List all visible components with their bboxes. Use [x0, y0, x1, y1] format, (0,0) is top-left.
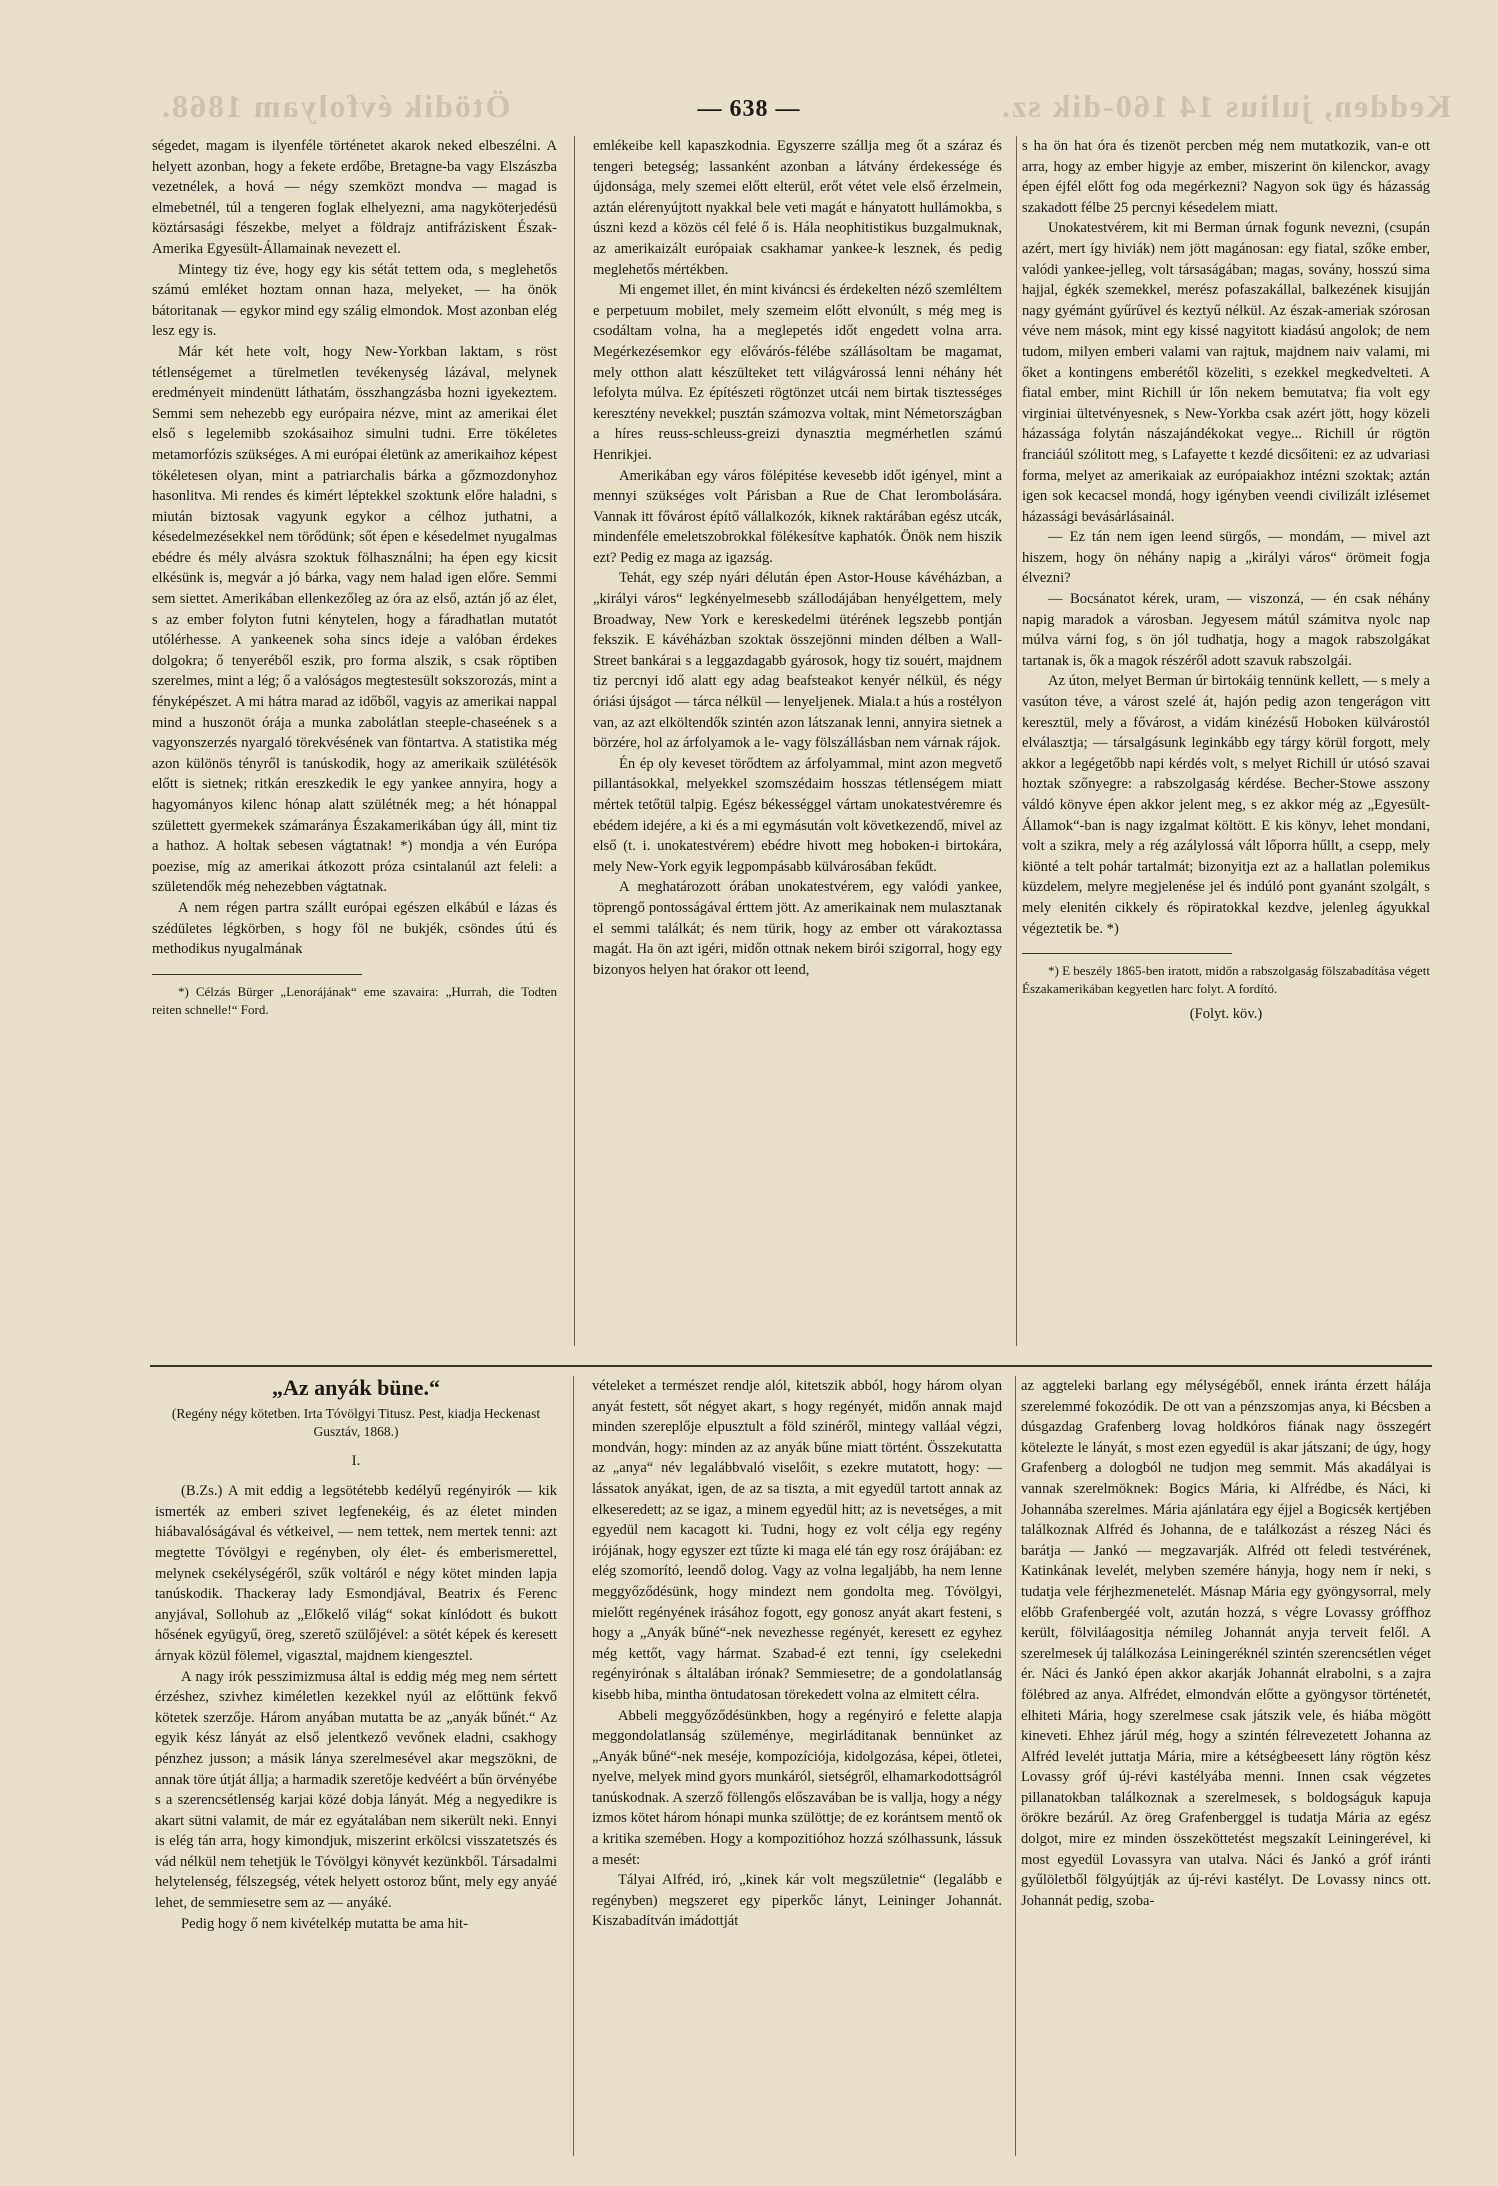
paragraph: A nem régen partra szállt európai egészen elkábúl e lázas és szédületes légkörben, s hogy föl ne bukjék, csöndes útú és methodikus nyugalmának: [152, 899, 557, 958]
paragraph: A meghatározott órában unokatestvérem, egy valódi yankee, töprengő pontosságával érttem jött. Az amerikainak nem mulasztanak el semmi találkát; és nem türik, hogy az ember ott várakoztassa magát. Ha ön azt igéri, midőn ottnak nekem birói szigorral, hogy egy bizonyos helyen hat órakor ott leend,: [593, 879, 1002, 978]
paragraph: Én ép oly keveset törődtem az árfolyammal, mint azon megvető pillantásokkal, melyekkel szomszédaim hosszas tétlenségem miatt mértek tetőtül talpig. Egész békességgel vártam unokatestvéremre és ebédem idejére, a ki és a mi egymásután volt következendő, mivel az első (t. i. unokatestvérem) ebédre hivott meg hoboken-i birtokára, mely New-York egyik legpompásabb külvárosában fekűdt.: [593, 755, 1002, 875]
paragraph: Amerikában egy város fölépitése kevesebb időt igényel, mint a mennyi szükséges volt Párisban a Rue de Chat lerombolására. Vannak itt fővárost építő vállalkozók, kiknek raktárában egész utcák, mindenféle emeletszobrokkal fölékesítve kaphatók. Önök nem hiszik ezt? Pedig ez maga az igazság.: [593, 467, 1002, 566]
column-divider: [1016, 136, 1017, 1346]
paragraph: Mi engemet illet, én mint kiváncsi és érdekelten néző szemléltem e perpetuum mobilet, mely szemeim előtt elvonúlt, s még meg is csodáltam volna, ha a meglepetés időt engedett volna arra. Megérkezésemkor egy elővárós-félébe szállásoltam be magamat, mely otthon alatt készülteket tett világvárossá lenni néhány hét lefolyta múlva. Ez építészeti rögtönzet utcái nem birtak tisztességes keresztény nevekkel; pusztán számozva voltak, mint Németországban a híres reuss-schleuss-greizi dynasztia megmérhetlen számú Henrikjei.: [593, 282, 1002, 463]
paragraph: Tályai Alfréd, iró, „kinek kár volt megszületnie“ (legalább e regényben) megszeret egy piperkőc lányt, Leininger Johannát. Kiszabadítván imádottját: [592, 1872, 1002, 1930]
paragraph: vételeket a természet rendje alól, kitetszik abból, hogy három olyan anyát festett, sőt négyet akart, s hogy regényét, midőn annak majd minden szereplője elpusztult a föld szinéről, mintegy valláal végzi, mondván, hogy: minden az az anyák bűne miatt történt. Összekutatta az „anya“ név legalábbvaló viselőit, s ezekre mutatott, hogy: — lássatok anyákat, igen, de az sa tiszta, a mit egyedül tartott annak az elkeseredett; az se igaz, a minem egyedül hitt; az is nevetséges, a mit egyedül nem kacagott ki. Tudni, hogy ez volt célja egy regény irójának, hogy egyszer ezt tűzte ki maga elé tán egy rosz órájában: ez elég szomorító, leendő dolog. Vagy az volna legaljább, ha nem lenne meggyőződésünk, hogy mindezt nem gondolta meg. Tóvölgyi, mielőtt regényének irásához fogott, egy gonosz anyát akart festeni, s hogy a „Anyák bűné“-nek nevezhesse regényét, keresett ez egyhez még kettőt, vagy hármat. Szabad-é ezt tenni, így cselekedni regényirónak s általában irónak? Semmiesetre; de a gondolatlanság kisebb hiba, mintha öntudatosan törekedett volna az elmitett célra.: [592, 1378, 1002, 1703]
paragraph: — Bocsánatot kérek, uram, — viszonzá, — én csak néhány napig maradok a városban. Jegyesem mátúl számitva nyolc nap múlva várni fog, s ön jól tudhatja, hogy a magok rabszolgákat tartanak is, ők a magok részéről adott szavuk rabszolgái.: [1022, 591, 1430, 669]
bleed-through-left: Ötödik évfolyam 1868.: [160, 88, 511, 124]
paragraph: A nagy irók pesszimizmusa által is eddig még meg nem sértett érzéshez, szivhez kiméletlen kezekkel nyúl az előttünk fekvő kötetek szerzője. Három anyában mutatta be az „anyák bűnét.“ Az egyik kész lányát az első jelentkező vevőnek eladni, csakhogy pénzhez jusson; a másik lánya szerelmesével akar megszökni, de annak töre útját állja; a harmadik szeretője kedvéért a bűn örvényébe s a szerencsétlenség karjai közé dobja lányát. Még a negyedikre is akart sütni valamit, de már ez egyátalában nem sikerült neki. Ennyi is elég tán arra, hogy kimondjuk, miszerint erkölcsi visszatetszés és vád nélkül nem tehetjük le Tóvölgyi könyvét kezünkből. Társadalmi helytelenség, félszegség, vétek helyett ostoroz bűnt, mely egy anyáé lehet, de semmiesetre sem az — anyáké.: [155, 1668, 557, 1912]
column-divider: [573, 1376, 574, 2156]
bleed-through-right: Kedden, julius 14 160-dik sz.: [1000, 88, 1451, 124]
paragraph: Abbeli meggyőződésünkben, hogy a regényiró e felette alapja meggondolatlanság szüleménye, megirláditanak bennünket az „Anyák bűné“-nek meséje, kompozíciója, kidolgozása, képei, ötletei, nyelve, melyek mind gyors munkáról, sietségről, elhamarkodottságról tanúskodnak. A szerző föllengős előszavában be is vallja, hogy a négy izmos kötet három hónapi munka szülöttje; de ez korántsem mentő ok a kritika szemében. Hogy a kompozitióhoz hozzá szólhassunk, lássuk a mesét:: [592, 1707, 1002, 1868]
bottom-article-column-2: [592, 1376, 1002, 2166]
paragraph: Tehát, egy szép nyári délután épen Astor-House kávéházban, a „királyi város“ legkényelmesebb szállodájában henyélgettem, mely Broadway, New York e kereskedelmi ütérének legszebb pontján fekszik. E kávéházban szoktak összejönni minden délben a Wall-Street bankárai s a leggazdagabb gyárosok, hogy tiz souért, majdnem tiz percnyi idő alatt egy adag beafsteakot kenyér nélkül, és négy óriási újságot — tárca nélkül — lenyeljenek. Miala.t a hús a rostélyon van, az azt elköltendők szintén azon látszanak lenni, annyira sietnek a börzére, hol az árfolyamok a le- vagy fölszállásban nem várnak rájok.: [593, 570, 1002, 752]
footnote: *) E beszély 1865-ben iratott, midőn a rabszolgaság fölszabadítása végett Északamerikában kegyetlen harc folyt. A fordító.: [1022, 963, 1430, 997]
section-divider: [150, 1365, 1432, 1367]
bottom-article-column-1: [155, 1376, 557, 2166]
review-subtitle: (Regény négy kötetben. Irta Tóvölgyi Titusz. Pest, kiadja Heckenast Gusztáv, 1868.): [171, 1405, 541, 1439]
footnote-divider: [152, 974, 362, 975]
chapter-number: I.: [351, 1452, 361, 1469]
top-article-column-2: [593, 136, 1002, 1356]
footnote: *) Célzás Bürger „Lenorájának“ eme szavaira: „Hurrah, die Todten reiten schnelle!“ Ford.: [152, 983, 557, 1017]
review-title: „Az anyák büne.“: [271, 1376, 441, 1400]
column-divider: [1015, 1376, 1016, 2156]
paragraph: emlékeibe kell kapaszkodnia. Egyszerre szállja meg őt a száraz és tengeri betegség; lassanként azonban a látvány érdekessége és újdonsága, mely szemei előtt elterül, erőt vétet vele első érzelmein, aztán elérenyújtott nyakkal bele veti magát e hányatott hullámokba, s úszni kezd a közös cél felé ő is. Hála neophitistikus buzgalmuknak, az amerikaizált európaiak csakhamar yankee-k lesznek, és pedig meglehetős mértékben.: [593, 138, 1002, 278]
paragraph: Az úton, melyet Berman úr birtokáig tennünk kellett, — s mely a vasúton téve, a várost szelé át, hajón pedig azon tengerágon vitt keresztül, mely a fővárost, a vidám kinézésű Hoboken külvárostól elválasztja; — társalgásunk leginkább egy tárgy körül forgott, mely akkor a legégetőbb napi kérdés volt, s melyet Richill úr utósó szavai hoztak szőnyegre: a rabszolgaság kérdése. Becher-Stowe asszony váldó könyve épen akkor jelent meg, s ez akkor még az „Egyesült-Államok“-ban is nagy izgalmat költött. E kis könyv, lehet mondani, volt a szikra, mely a rég azálylossá vált lőporra hűllt, a csepp, mely kiönté a telt pohár tartalmát; bizonyitja ezt az a hallatlan polemikus küzdelem, melyre megjelenése jel és indúló pont gyanánt szolgált, s mely elenitén cikkely és röpiratokkal kezdve, jelenleg ágyukkal végeztetik be. *): [1022, 673, 1430, 937]
paragraph: — Ez tán nem igen leend sürgős, — mondám, — mivel azt hiszem, hogy ön néhány napig a „királyi város“ örömeit fogja élvezni?: [1022, 529, 1430, 587]
paragraph: Pedig hogy ő nem kivételkép mutatta be ama hit-: [181, 1915, 468, 1932]
continued-note: (Folyt. köv.): [1189, 1006, 1263, 1023]
top-article-column-3: [1022, 136, 1430, 1356]
paragraph: s ha ön hat óra és tizenöt percben még nem mutatkozik, van-e ott arra, hogy az ember higyje az ember, miszerint ön kilenckor, avagy épen éjfél előtt fog oda megérkezni? Nagyon sok ügy és házasság szakadott félbe 25 percnyi késedelem miatt.: [1022, 138, 1430, 216]
paragraph: ségedet, magam is ilyenféle történetet akarok neked elbeszélni. A helyett azonban, hogy a fekete erdőbe, Bretagne-ba vagy Elszászba vezetnélek, a hová — négy szemközt mondva — magad is elmebetnél, túl a tengeren foglak elhelyezni, ama nagyköterjedésü köztársasági fészekbe, melyet a földrajz antifráziskent Észak-Amerika Egyesült-Államainak nevezett el.: [152, 138, 557, 257]
bottom-article-column-3: [1021, 1376, 1431, 2166]
paragraph: Már két hete volt, hogy New-Yorkban laktam, s röst tétlenségemet a türelmetlen tevékenység lázával, melynek eredményeit mindenütt láthatám, összhangzásba hozni igyekeztem. Semmi sem nehezebb egy európaira nézve, mint az amerikai élet első s legelemibb szokásaihoz simulni tudni. Erre tökéletes metamorfózis szükséges. A mi európai életünk az amerikaihoz képest tökéletesen olyan, mint a patriarchalis bárka a gőzmozdonyhoz hasonlitva. Mi rendes és kimért léptekkel szoktunk előre haladni, s miután biztosak vagyunk egykor a célhoz juthatni, a késedelmezésekkel nem törődünk; sőt épen e késedelmet nyugalmas ebédre és mély alvásra szoktuk fölhasználni; ha épen egy kicsit elkésünk is, megvár a jó bárka, vagy nem halad igen előre. Semmi sem siettet. Amerikában ellenkezőleg az óra az első, aztán jő az élet, s az ember folyton futni kénytelen, hogy a fáradhatlan mutatót utólérhesse. A yankeenek soha sincs ideje a valóban érdekes dolgokra; ő tenyeréből eszik, pro forma alszik, s csak röptiben szerelmes, mint a lég; ő a valóságos megtestesült sokszorozás, mint a fényképészet. A mi hátra marad az időből, vagyis az amerikai nappal mind a huszonöt órája a munka zabolátlan steeple-chaseének s a vagyonszerzés nyargaló törekvésének van föntartva. A statistika még azon különös tényről is tanúskodik, hogy az amerikaik szülétésök előtt is sietnek; ritkán ereszkedik le egy yankee annyira, hogy a hagyományos kilenc hónap alatt szülétnék meg; a hét hónappal születtett gyermekek számaránya Északamerikában úgy áll, mint tiz a hathoz. A holtak sebesen vágtatnak! *) mondja a vén Európa poezise, míg az amerikai átkozott próza csintalanúl azt feleli: a születendők még nehezebben vágtatnak.: [152, 343, 557, 896]
paragraph: Unokatestvérem, kit mi Berman úrnak fogunk nevezni, (csupán azért, mert így hiviák) nem jött magánosan: egy fiatal, szőke ember, valódi yankee-jelleg, volt társaságában; magas, sovány, hosszú sima hajjal, égkék szemekkel, merész pofaszakállal, balkezének kisujján nagy gyémánt gyűrűvel és keztyű nélkül. Az észak-ameriak szórosan véve nem mások, mint egy kissé nagyitott kiadású angolok; de nem tudom, milyen emberi valami van rajtuk, majdnem naiv valami, mi őket a kontingens emberétől közeliti, s ezekkel megkedvelteti. A fiatal ember, mint Richill úr lőn nekem bemutatva; fia volt egy virginiai ültetvényesnek, s New-Yorkba csak azért jött, hogy közeli házassága folytán nászajándékokat vegye... Richill úr rögtön franciáúl szólitott meg, s Lafayette t kezdé dicsőiteni: ez az udvariasi forma, melyet az amerikaiak az európaiakhoz intézni szoktak; aztán igen sok kecacsel mondá, hogy igényben veendi civilizált izlésemet házassági bevásárlásainál.: [1022, 220, 1430, 525]
paragraph: (B.Zs.) A mit eddig a legsötétebb kedélyű regényirók — kik ismerték az emberi szivet legfenekéig, és az életet minden hiábavalóságával és vétkeivel, — nem tettek, nem mertek tenni: azt megtette Tóvölgyi e regényben, oly élet- és emberismerettel, melynek csekélységéről, szűk voltáról e négy kötet minden lapja tanúskodik. Thackeray lady Esmondjával, Beatrix és Ferenc anyjával, Sollohub az „Előkelő világ“ sokat kínlódott és bukott hősének együgyű, öreg, szerető szülőjével: a sötét képek és keresett árnyak közül fölemel, vigasztal, majdnem kiengesztel.: [155, 1483, 557, 1664]
paragraph: Mintegy tiz éve, hogy egy kis sétát tettem oda, s meglehetős számú emléket hoztam onnan haza, melyeket, — ha önök bátoritanak — egykor mind egy szálig elmondok. Most azonban elég lesz egy is.: [152, 261, 557, 340]
top-article-column-1: [152, 136, 557, 1356]
column-divider: [574, 136, 575, 1346]
paragraph: az aggteleki barlang egy mélységéből, ennek iránta érzett hálája szerelemmé fokozódik. De ott van a pénzszomjas anya, ki Bécsben a dúsgazdag Grafenberg lovag holdkóros fiának nagy összegért kötelezte le lányát, s most ezen egyedül is akar játszani; de úgy, hogy Grafenberg a dologból ne tudjon meg semmit. Más akadályai is vannak szerelmöknek: Bogics Mária, ki Alfrédbe, és Náci, ki Johannába szerelmes. Mária ajánlatára egy éjjel a Bogicsék kertjében találkoznak Alfréd és Johanna, de e találkozást a részeg Náci és barátja — Jankó — megzavarják. Alfréd ott feledi testvérének, Katinkának levelét, melyben szemére hányja, hogy nem ír neki, s tudatja vele férjhezmenetelét. Másnap Mária egy gyöngysorral, mely előbb Grafenbergéé volt, azután hozzá, s végre Lovassy gróffhoz került, fölviláagositja némileg Johannát anyja terveit felől. A szerelmesek új találkozása Leiningeréknél szintén szerencsétlen véget ér. Náci és Jankó épen akkor akarják Johannát elrabolni, s a zajra fölébred az anya. Alfrédet, elmondván előtte a gyöngysor történetét, elhiteti Mária, hogy szerelmese csak játszik vele, és hiába mögött kineveti. Ehhez járúl még, hogy a szintén félrevezetett Johanna az Alfréd levelét juttatja Mária, mire a kétségbeesett lány rögtön kész Lovassy gróf új-révi kastélyába menni. Innen csak végzetes pillanatokban találkoznak a szerelmesek, s boldogságuk kapuja örökre bezárúl. Az öreg Grafenberggel is tudatja Mária az egész dolgot, mire ez minden összeköttetést megszakít Leiningerével, ki most egyedül Lovassyra van utalva. Náci és Jankó a gróf iránti gyűlöletből fölgyújtják az új-révi kastélyt. De Lovassy nincs ott. Johannát pedig, szoba-: [1021, 1378, 1431, 1909]
footnote-divider: [1022, 953, 1232, 954]
page-number: — 638 —: [697, 96, 801, 122]
